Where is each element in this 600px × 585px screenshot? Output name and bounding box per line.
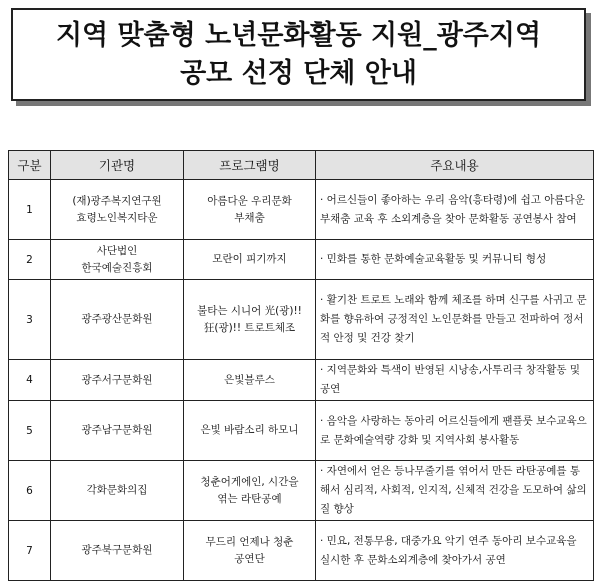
table-row	[9, 521, 594, 581]
row-no: 7	[9, 521, 51, 581]
program-line: 엮는 라탄공예	[217, 492, 282, 505]
org-line: 각화문화의집	[86, 484, 148, 496]
org-line: (재)광주복지연구원	[72, 194, 162, 207]
document-title-line1: 지역 맞춤형 노년문화활동 지원_광주지역	[55, 19, 542, 51]
table-row	[9, 240, 594, 280]
table-row	[9, 401, 594, 461]
program-line: 은빛블루스	[224, 373, 275, 386]
org-line: 사단법인	[96, 244, 138, 257]
row-no: 4	[9, 360, 51, 401]
program-line: 공연단	[234, 552, 265, 565]
document-title-line2: 공모 선정 단체 안내	[180, 57, 417, 89]
header-content: 주요내용	[316, 151, 594, 180]
header-no: 구분	[9, 151, 51, 180]
row-no: 2	[9, 240, 51, 280]
row-content: · 지역문화와 특색이 반영된 시낭송,사투리극 창작활동 및 공연	[316, 360, 594, 401]
program-line: 부채춤	[234, 211, 265, 224]
header-program: 프로그램명	[184, 151, 316, 180]
row-org	[51, 280, 184, 360]
selected-groups-table	[8, 150, 594, 581]
row-content: · 어르신들이 좋아하는 우리 음악(흥타령)에 쉽고 아름다운 부채춤 교육 후 소외계층을 찾아 문화활동 공연봉사 참여	[316, 180, 594, 240]
program-line: 불타는 시니어 光(광)!!	[197, 304, 302, 317]
program-line: 무드리 언제나 청춘	[205, 535, 294, 548]
row-program	[184, 360, 316, 401]
row-content: · 음악을 사랑하는 동아리 어르신들에게 팬플룻 보수교육으로 문화예술역량 강화 및 지역사회 봉사활동	[316, 401, 594, 461]
row-content: · 민화를 통한 문화예술교육활동 및 커뮤니티 형성	[316, 240, 594, 280]
row-program	[184, 280, 316, 360]
row-org	[51, 180, 184, 240]
org-line: 한국예술진흥회	[81, 261, 153, 274]
row-content: · 활기찬 트로트 노래와 함께 체조를 하며 신구를 사귀고 문화를 향유하여 긍정적인 노인문화를 만들고 전파하여 정서적 안정 및 건강 찾기	[316, 280, 594, 360]
program-line: 은빛 바람소리 하모니	[200, 424, 299, 436]
org-line: 광주남구문화원	[81, 424, 153, 436]
program-line: 狂(광)!! 트로트체조	[203, 321, 296, 334]
row-no: 6	[9, 461, 51, 521]
row-content: · 자연에서 얻은 등나무줄기를 엮어서 만든 라탄공예를 통해서 심리적, 사회적, 인지적, 신체적 건강을 도모하여 삶의 질 향상	[316, 461, 594, 521]
row-no: 5	[9, 401, 51, 461]
program-line: 청춘어게에인, 시간을	[200, 475, 299, 488]
row-no: 3	[9, 280, 51, 360]
row-program	[184, 401, 316, 461]
program-line: 아름다운 우리문화	[207, 194, 292, 207]
table-row	[9, 461, 594, 521]
title-box	[11, 8, 586, 101]
org-line: 효령노인복지타운	[76, 211, 158, 224]
org-line: 광주북구문화원	[81, 544, 153, 556]
row-program	[184, 461, 316, 521]
row-org	[51, 401, 184, 461]
row-program	[184, 240, 316, 280]
row-content: · 민요, 전통무용, 대중가요 악기 연주 동아리 보수교육을 실시한 후 문화소외계층에 찾아가서 공연	[316, 521, 594, 581]
table-row	[9, 360, 594, 401]
table-row	[9, 180, 594, 240]
program-line: 모란이 피기까지	[212, 253, 287, 265]
row-org	[51, 240, 184, 280]
row-org	[51, 360, 184, 401]
table-header-row	[9, 151, 594, 180]
row-no: 1	[9, 180, 51, 240]
header-org: 기관명	[51, 151, 184, 180]
row-org	[51, 461, 184, 521]
org-line: 광주서구문화원	[81, 373, 153, 386]
table-row	[9, 280, 594, 360]
org-line: 광주광산문화원	[81, 313, 153, 325]
row-org	[51, 521, 184, 581]
row-program	[184, 521, 316, 581]
row-program	[184, 180, 316, 240]
